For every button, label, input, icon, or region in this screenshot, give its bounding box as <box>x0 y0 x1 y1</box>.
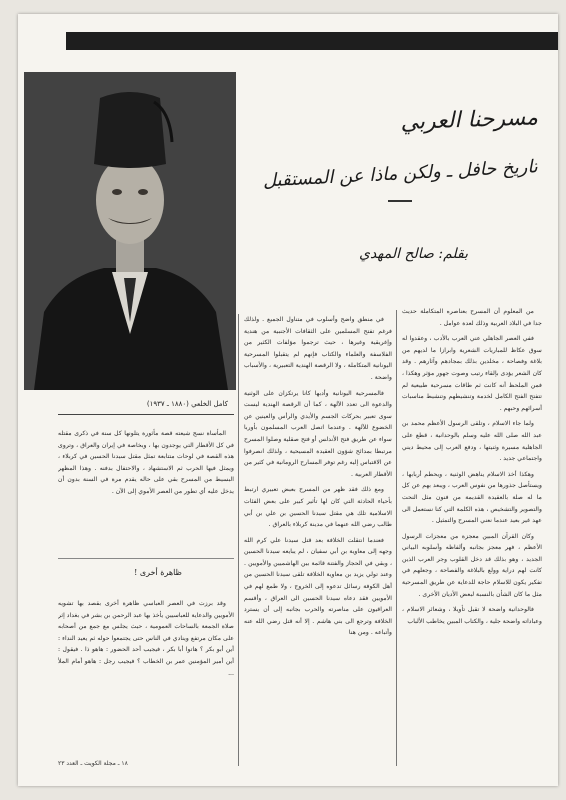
author-portrait-photo <box>24 72 236 390</box>
paragraph: المأساة نسج شيعته قصة مأثورة يتلونها كل سنة في ذكرى مقتله في كل الأقطار التي يوجدون بها ، وبخاصة في إيران والعراق ، وتروى هذه القصة في لوحات متتابعة تمثل مقتل سيدنا الحسين في كربلاء ، ويمثل فيها الحرب ثم الاستشهاد ، والاحتفال بدفنه . وهذا المظهر البسيط من المسرح بقي على حاله يقدم مرة في السنة بدون أن يدخل عليه أي تطور من العصر الأموي إلى الآن . <box>58 430 234 495</box>
article-byline: بقلم: صالح المهدي <box>358 246 468 262</box>
header-bar <box>66 32 558 50</box>
paragraph: ومع ذلك فقد ظهر من المسرح بعبض تعبيري ارتبط بأحياء الحادثة التي كان لها تأثير كبير على بعض الفئات الاسلامية تلك هي مقتل سيدنا الحسين بن علي بن أبي طالب رضي الله عنهما في مدينة كربلاء بالعراق . <box>244 486 392 529</box>
body-column-left-bottom <box>58 598 234 754</box>
paragraph: فالمسرحية اليونانية وأدبها كانا يرتكزان على الوثنية والدعوة الى تعدد الآلهة ، كما أن الرقصة الهندية ليست سوى تعبير بحركات الجسم والأيدي والرأس والعينين عن الخضوع للآلهة . وعندما اتصل العرب المسلمون بأوربا سواء عن طريق فتح الأندلس أو فتح صقلية وصلوا المسرح مرتبطا بمدائح شؤون العقيدة المسيحية ، ولذلك انصرفوا عن الاقتباس إليه رغم توفر المسارح الرومانية في كثير من الأقطار العربية . <box>244 389 392 478</box>
magazine-page <box>18 14 558 786</box>
paragraph: فعندما انتقلت الخلافة بعد قتل سيدنا علي كرم الله وجهه إلى معاوية بن أبي سفيان ، لم يبايعه سيدنا الحسين ، وبقي في الحجاز والفتنة قائمة بين الهاشميين والأمويين . وعند تولي يزيد بن معاوية الخلافة تلقى سيدنا الحسين من أهل الكوفة رسائل تدعوه إلى الخروج ، ولا طمع لهم في الأمويين فقد دعاه سيدنا الحسين الى العراق ، وأقسم العراقيون على مناصرته والحرب بجانبه إلى أن يسترد الخلافة وترجع الى بني هاشم . إلا أنه قتل رضي الله عنه وأتباعه . ومن هنا <box>244 536 392 637</box>
paragraph: من المعلوم أن المسرح بعناصره المتكاملة حديث جدا في البلاد العربية وذلك لعدة عوامل . <box>402 308 542 327</box>
body-column-right <box>402 306 542 766</box>
section-divider <box>58 558 234 559</box>
column-rule-right <box>396 310 397 766</box>
body-column-left-top <box>58 428 234 550</box>
article-subtitle: تاريخ حافل ـ ولكن ماذا عن المستقبل <box>262 156 539 192</box>
column-rule-left <box>238 314 239 766</box>
title-divider <box>388 200 412 202</box>
paragraph: وكان القرآن المبين معجزة من معجزات الرسول الأعظم ، فهر معجز بجانبه وألفاظه وأسلوبه البياني الجديد ، وهو بذلك قد دخل القلوب وجر العرب الذين كانت لهم دراية وولع بالبلاغة والفصاحة ، وجعلهم في تفكير يكون للاسلام حاجة للدعاية عن طريق المسرحية مثل ما كان الشأن بالنسبة لبعض الأديان الأخرى . <box>402 532 542 598</box>
body-column-middle <box>244 314 392 766</box>
paragraph: ولما جاء الاسلام ، وتلقى الرسول الأعظم محمد بن عبد الله صلى الله عليه وسلم بالوحدانية ، قطع على الجاهلية مسيرة وثنيتها ، ودفع العرب إلى محيط ديني واجتماعي جديد . <box>402 420 542 463</box>
paragraph: في منطق واضح وأسلوب في متناول الجميع . ولذلك فرغم تفتح المسلمين على الثقافات الأجنبية من هندية وإغريقية وغيرها ، حيث ترجموا مؤلفات الكثير من الفلاسفة والعلماء والكتاب فإنهم لم يتقبلوا المسرحية اليونانية المتكاملة ، ولا الرقصة الهندية التعبيرية ، والأسباب واضحة . <box>244 316 392 381</box>
section-heading: ظاهرة أخرى ! <box>134 568 182 577</box>
paragraph: وهكذا أخذ الاسلام يناهض الوثنية ، ويحطم أربابها ، ويستأصل جذورها من نفوس العرب ، ويبعد بهم عن كل ما له صلة بالعقيدة القديمة من فنون مثل النحت والتصوير والتشخيص ، هذه الكلمة التي كنا نستعمل الى عهد غير بعيد عندما نعني المسرح والتمثيل . <box>402 470 542 525</box>
caption-divider <box>58 414 234 415</box>
page-footer: ١٨ ـ مجلة الكويت ـ العدد ٢٣ <box>58 760 128 767</box>
photo-caption: كامل الخلعي (١٨٨٠ ـ ١٩٣٧) <box>146 400 228 408</box>
paragraph: فالوحدانية واضحة لا تقبل تأويلا ، وشعائر الاسلام ، وعباداته واضحة جلية ، والكتاب المبين يخاطب الألباب <box>402 606 542 625</box>
article-title: مسرحنا العربي <box>400 105 539 136</box>
paragraph: ففي العصر الجاهلي عني العرب بالأدب ، وعقدوا له سوق عكاظ للمباريات الشعرية وابرازا ما لديهم من بلاغة وفصاحة ، مخلدين بذلك بمجادهم وآثارهم . وقد كان الشعر يؤدى بإلقاء رتيب وصوت جهور مؤثر وهكذا ، فمن الملحظ أنه كانت ثم طاقات مسرحية طبيعية لم تتفتح الفتح الكامل لخدمة وتنشيطهم وتنشيط مناسبات أسرائهم وحبهم . <box>402 335 542 412</box>
paragraph: وقد برزت في العصر العباسي ظاهرة أخرى بقصد بها تشويه الأمويين والدعاية للعباسيين يأخذ بها عبد الرحمن بن بشر في بغداد إثر صلاة الجمعة بالساحات العمومية ، حيث يجلس مع جمع من أصحابه على مكان مرتفع وينادي في الناس حتى يجتمعوا حوله ثم يعيد النداء : أين أبو بكر ؟ هاتوا أبا بكر ، فيجيب أحد الحضور : هاهو ذا . فيقول : أين أمير المؤمنين عمر بن الخطاب ؟ فيجيب رجل : هاهو أمام الملأ ... <box>58 600 234 677</box>
